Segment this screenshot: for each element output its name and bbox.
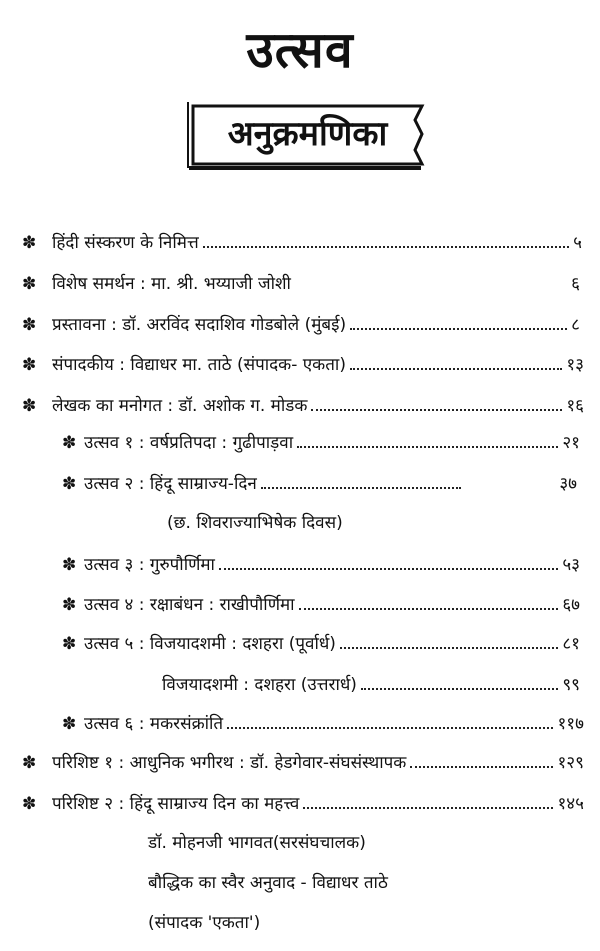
toc-entry[interactable]: [62, 554, 580, 576]
entry-label: परिशिष्ट २ : हिंदू साम्राज्य दिन का महत्त्व: [52, 794, 300, 814]
dot-leader: [299, 594, 559, 610]
toc-entry[interactable]: [22, 395, 584, 417]
asterisk-icon: ✽: [62, 595, 77, 615]
entry-label: संपादकीय : विद्याधर मा. ताठे (संपादक- एकता): [52, 355, 346, 375]
dot-leader: [340, 633, 558, 649]
entry-label: विजयादशमी : दशहरा (उत्तरार्ध): [162, 675, 357, 695]
asterisk-icon: ✽: [22, 396, 37, 416]
asterisk-icon: ✽: [22, 233, 37, 253]
asterisk-icon: ✽: [62, 433, 77, 453]
entry-continuation: (संपादक 'एकता'): [148, 913, 261, 933]
dot-leader: [261, 473, 461, 489]
dot-leader: [410, 752, 553, 768]
dot-leader: [219, 554, 558, 570]
toc-entry[interactable]: [62, 633, 580, 655]
entry-label: उत्सव १ : वर्षप्रतिपदा : गुढीपाड़वा: [84, 433, 294, 453]
entry-label: परिशिष्ट १ : आधुनिक भगीरथ : डॉ. हेडगेवार-संघसंस्थापक: [52, 753, 407, 773]
toc-entry[interactable]: [22, 354, 584, 376]
asterisk-icon: ✽: [62, 474, 77, 494]
entry-label: उत्सव २ : हिंदू साम्राज्य-दिन: [84, 474, 257, 494]
toc-entry[interactable]: [62, 473, 577, 495]
asterisk-icon: ✽: [22, 355, 37, 375]
dot-leader: [297, 432, 558, 448]
entry-page: १३: [566, 355, 584, 375]
contents-heading: अनुक्रमणिका: [227, 114, 388, 154]
toc-entry[interactable]: [22, 273, 580, 295]
entry-page: ६: [571, 274, 580, 294]
entry-label: उत्सव ६ : मकरसंक्रांति: [84, 714, 224, 734]
entry-label: उत्सव ४ : रक्षाबंधन : राखीपौर्णिमा: [84, 595, 295, 615]
dot-leader: [350, 314, 567, 330]
entry-label: प्रस्तावना : डॉ. अरविंद सदाशिव गोडबोले (मुंबई): [52, 315, 347, 335]
asterisk-icon: ✽: [62, 555, 77, 575]
asterisk-icon: ✽: [22, 274, 37, 294]
entry-page: ११७: [557, 714, 584, 734]
asterisk-icon: ✽: [62, 714, 77, 734]
asterisk-icon: ✽: [62, 634, 77, 654]
entry-page: १२९: [557, 753, 584, 773]
entry-page: ६७: [562, 595, 580, 615]
entry-continuation: (छ. शिवराज्याभिषेक दिवस): [167, 513, 343, 533]
book-title: उत्सव: [246, 21, 354, 79]
dot-leader: [303, 793, 553, 809]
toc-entry[interactable]: [22, 232, 582, 254]
entry-page: ५३: [562, 555, 580, 575]
dot-leader: [361, 674, 558, 690]
entry-page: ३७: [559, 474, 577, 494]
toc-entry[interactable]: [22, 752, 584, 774]
entry-label: उत्सव ३ : गुरुपौर्णिमा: [84, 555, 215, 575]
entry-label: हिंदी संस्करण के निमित्त: [52, 233, 199, 253]
dot-leader: [227, 713, 553, 729]
asterisk-icon: ✽: [22, 753, 37, 773]
entry-page: ८१: [562, 634, 580, 654]
toc-entry[interactable]: [62, 594, 580, 616]
entry-page: २१: [562, 433, 580, 453]
entry-page: ९९: [562, 675, 580, 695]
dot-leader: [350, 354, 562, 370]
dot-leader: [311, 395, 562, 411]
dot-leader: [203, 232, 569, 248]
dot-leader: [295, 275, 567, 289]
entry-page: ८: [571, 315, 580, 335]
toc-entry[interactable]: [62, 432, 580, 454]
toc-entry[interactable]: [22, 314, 580, 336]
toc-entry[interactable]: [62, 713, 584, 735]
entry-page: १६: [566, 396, 584, 416]
toc-entry[interactable]: [162, 674, 580, 696]
entry-label: लेखक का मनोगत : डॉ. अशोक ग. मोडक: [52, 396, 308, 416]
asterisk-icon: ✽: [22, 315, 37, 335]
entry-label: विशेष समर्थन : मा. श्री. भय्याजी जोशी: [52, 274, 291, 294]
entry-page: १४५: [557, 794, 584, 814]
toc-entry[interactable]: [22, 793, 584, 815]
entry-page: ५: [573, 233, 582, 253]
entry-continuation: डॉ. मोहनजी भागवत(सरसंघचालक): [148, 833, 366, 853]
asterisk-icon: ✽: [22, 794, 37, 814]
entry-label: उत्सव ५ : विजयादशमी : दशहरा (पूर्वार्ध): [84, 634, 336, 654]
contents-banner: [185, 100, 430, 170]
entry-continuation: बौद्धिक का स्वैर अनुवाद - विद्याधर ताठे: [148, 873, 388, 893]
